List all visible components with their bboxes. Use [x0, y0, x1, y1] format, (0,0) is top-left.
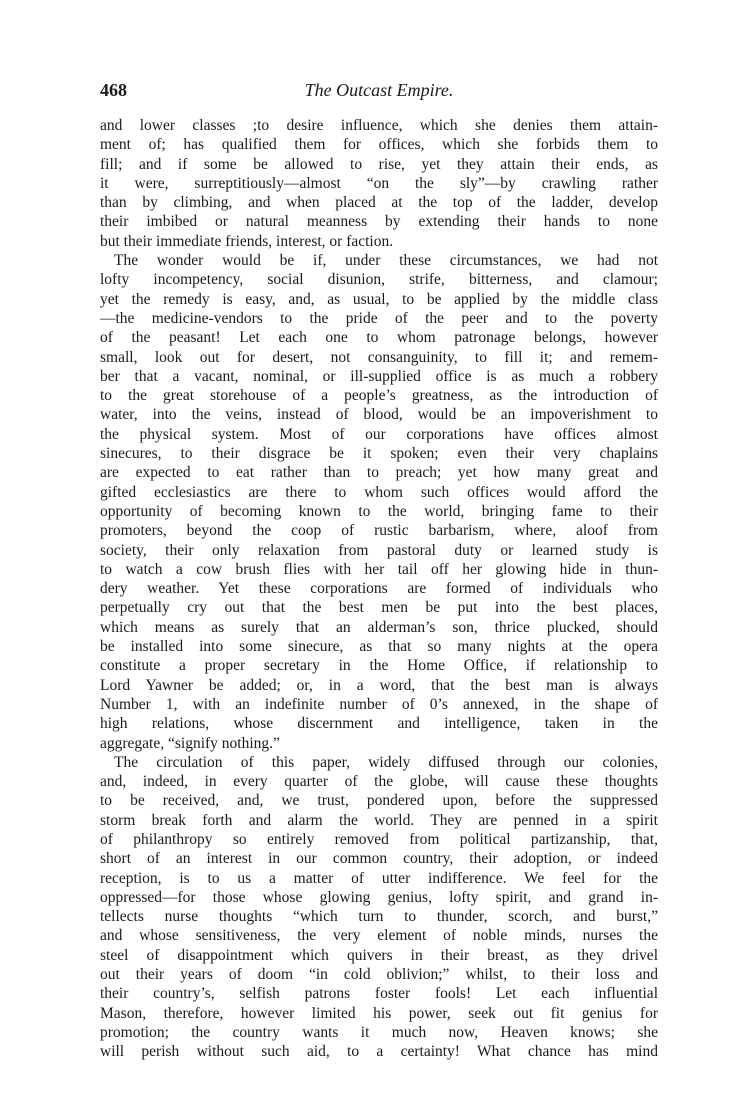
text-line: short of an interest in our common country, their adoption, or indeed — [100, 850, 658, 868]
running-title: The Outcast Empire. — [304, 80, 454, 100]
text-line: opportunity of becoming known to the world, bringing fame to their — [100, 502, 658, 520]
text-line: high relations, whose discernment and intelligence, taken in the — [100, 715, 658, 733]
text-line: yet the remedy is easy, and, as usual, to be applied by the middle class — [100, 290, 658, 308]
text-line: —the medicine-vendors to the pride of the peer and to the poverty — [100, 309, 658, 327]
text-line: Mason, therefore, however limited his power, seek out fit genius for — [100, 1004, 658, 1022]
text-line: to watch a cow brush flies with her tail off her glowing hide in thun- — [100, 560, 658, 578]
page-number: 468 — [100, 80, 127, 100]
text-line: reception, is to us a matter of utter indifference. We feel for the — [100, 869, 658, 887]
text-line: Number 1, with an indefinite number of 0’s annexed, in the shape of — [100, 695, 658, 713]
text-line: water, into the veins, instead of blood, would be an impoverishment to — [100, 406, 658, 424]
text-line: The circulation of this paper, widely diffused through our colonies, — [114, 753, 658, 771]
text-line: ber that a vacant, nominal, or ill-supplied office is as much a robbery — [100, 367, 658, 385]
text-line: to be received, and, we trust, pondered upon, before the suppressed — [100, 792, 658, 810]
text-line: society, their only relaxation from pastoral duty or learned study is — [100, 541, 658, 559]
text-line: and whose sensitiveness, the very element of noble minds, nurses the — [100, 927, 658, 945]
text-line: but their immediate friends, interest, or faction. — [100, 232, 394, 250]
text-line: perpetually cry out that the best men be put into the best places, — [100, 599, 658, 617]
text-line: the physical system. Most of our corporations have offices almost — [100, 425, 658, 443]
text-line: ment of; has qualified them for offices, which she forbids them to — [100, 136, 658, 154]
text-line: storm break forth and alarm the world. They are penned in a spirit — [100, 811, 658, 829]
body-text — [100, 116, 658, 1062]
text-line: fill; and if some be allowed to rise, yet they attain their ends, as — [100, 155, 658, 173]
text-line: promotion; the country wants it much now, Heaven knows; she — [100, 1023, 658, 1041]
text-line: it were, surreptitiously—almost “on the sly”—by crawling rather — [100, 174, 658, 192]
text-line: will perish without such aid, to a certainty! What chance has mind — [100, 1043, 658, 1061]
text-line: promoters, beyond the coop of rustic barbarism, where, aloof from — [100, 522, 658, 540]
text-line: small, look out for desert, not consanguinity, to fill it; and remem- — [100, 348, 658, 366]
text-line: of philanthropy so entirely removed from political partizanship, that, — [100, 830, 658, 848]
text-line: be installed into some sinecure, as that so many nights at the opera — [100, 638, 658, 656]
text-line: The wonder would be if, under these circumstances, we had not — [114, 252, 658, 270]
text-line: and lower classes ;to desire influence, which she denies them attain- — [100, 117, 658, 134]
text-line: and, indeed, in every quarter of the globe, will cause these thoughts — [100, 773, 658, 791]
text-line: lofty incompetency, social disunion, strife, bitterness, and clamour; — [100, 271, 658, 289]
text-line: their country’s, selfish patrons foster fools! Let each influential — [100, 985, 658, 1003]
page-header — [100, 80, 658, 106]
text-line: than by climbing, and when placed at the top of the ladder, develop — [100, 194, 658, 212]
text-line: their imbibed or natural meanness by extending their hands to none — [100, 213, 658, 231]
text-line: of the peasant! Let each one to whom patronage belongs, however — [100, 329, 658, 347]
text-line: steel of disappointment which quivers in their breast, as they drivel — [100, 946, 658, 964]
text-line: constitute a proper secretary in the Home Office, if relationship to — [100, 657, 658, 675]
text-line: gifted ecclesiastics are there to whom such offices would afford the — [100, 483, 658, 501]
text-line: are expected to eat rather than to preach; yet how many great and — [100, 464, 658, 482]
text-line: dery weather. Yet these corporations are formed of individuals who — [100, 580, 658, 598]
text-line: aggregate, “signify nothing.” — [100, 734, 280, 752]
text-line: to the great storehouse of a people’s greatness, as the introduction of — [100, 387, 658, 405]
text-line: which means as surely that an alderman’s son, thrice plucked, should — [100, 618, 658, 636]
text-line: Lord Yawner be added; or, in a word, that the best man is always — [100, 676, 658, 694]
text-line: oppressed—for those whose glowing genius, lofty spirit, and grand in- — [100, 888, 658, 906]
text-line: tellects nurse thoughts “which turn to thunder, scorch, and burst,” — [100, 908, 658, 926]
text-line: sinecures, to their disgrace be it spoken; even their very chaplains — [100, 445, 658, 463]
text-line: out their years of doom “in cold oblivion;” whilst, to their loss and — [100, 966, 658, 984]
